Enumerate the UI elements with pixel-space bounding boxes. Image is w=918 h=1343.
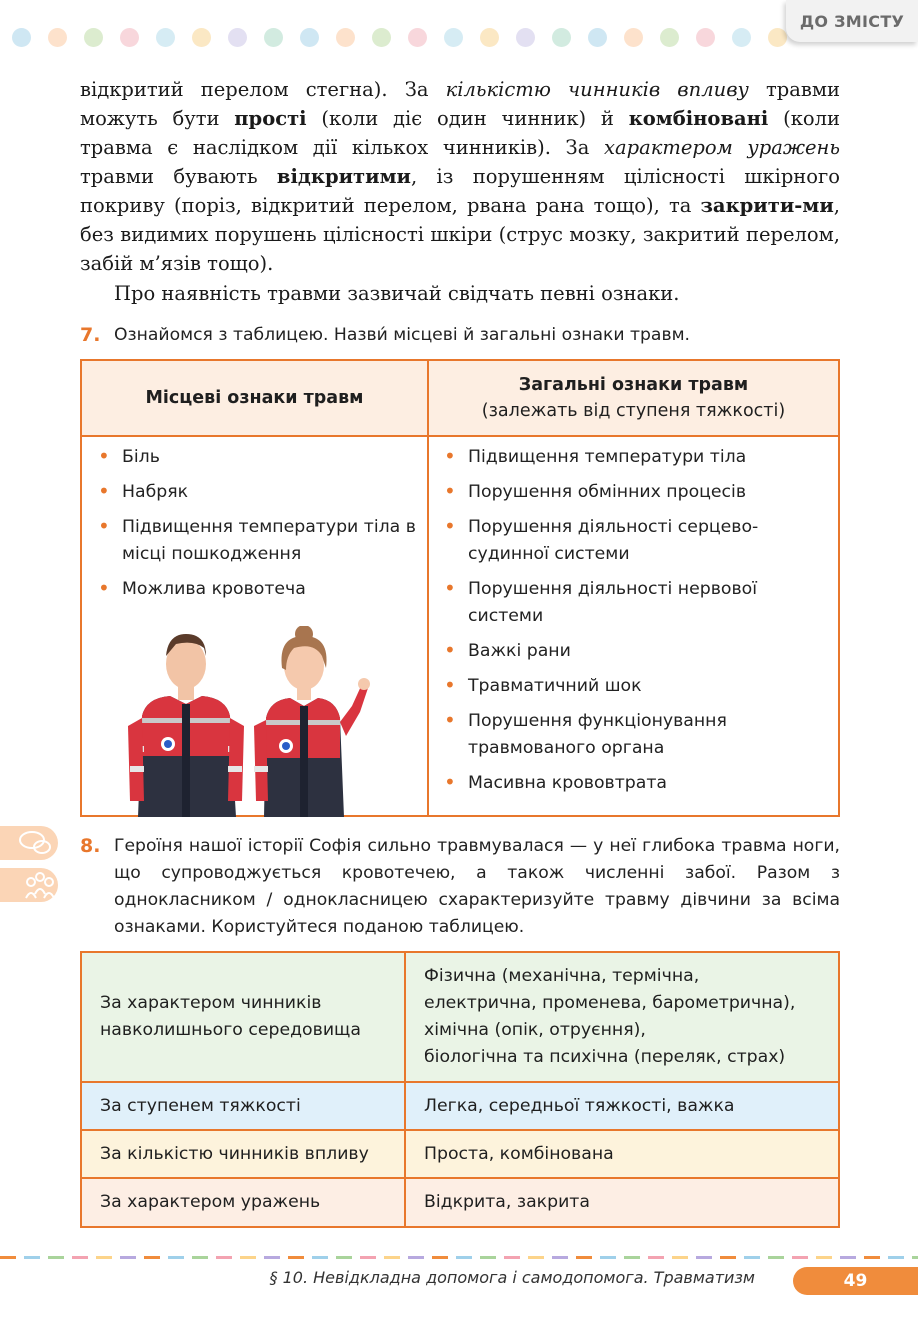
decorative-dot	[84, 28, 103, 47]
task-text: Героїня нашої історії Софія сильно травмувалася — у неї глибока травма ноги, що супроводжується кровотечею, а також численні забої. Разом з однокласником / однокласницею схарактеризуйте травму дівчини за всіма ознаками. Користуйтеся поданою таблицею.	[114, 836, 840, 937]
task-number: 8.	[80, 835, 101, 857]
decorative-dot	[480, 28, 499, 47]
group-icon	[0, 868, 58, 902]
decorative-dot	[228, 28, 247, 47]
decorative-dot	[696, 28, 715, 47]
decorative-dot	[624, 28, 643, 47]
decorative-dot	[768, 28, 787, 47]
decorative-dot	[588, 28, 607, 47]
list-item: • Можлива кровотеча	[98, 576, 306, 600]
paramedics-illustration	[124, 626, 374, 817]
list-item: • Біль	[98, 444, 160, 468]
decorative-dot	[48, 28, 67, 47]
decorative-dot	[516, 28, 535, 47]
list-item: • Порушення діяльності нервової системи	[444, 576, 758, 626]
decorative-dot	[336, 28, 355, 47]
task-text: Ознайомся з таблицею. Назви́ місцеві й загальні ознаки травм.	[114, 325, 691, 345]
table-row	[82, 953, 838, 1083]
column-header-general: Загальні ознаки травм (залежать від ступеня тяжкості)	[481, 375, 786, 421]
footer-divider	[0, 1256, 918, 1260]
body-paragraph: відкритий перелом стегна). За кількістю чинників впливу травми можуть бути прості (коли діє один чинник) й комбіновані (коли травма є наслідком дії кількох чинників). За характером уражень травми бувають відкритими, із порушенням цілісності шкірного покриву (поріз, відкритий перелом, рвана рана тощо), та закрити-ми, без видимих порушень цілісності шкіри (струс мозку, закритий перелом, забій м’язів тощо).	[80, 78, 841, 275]
table-row	[82, 1083, 838, 1131]
decorative-dot	[264, 28, 283, 47]
decorative-dot	[552, 28, 571, 47]
general-signs-list	[444, 444, 834, 805]
decorative-dot	[660, 28, 679, 47]
trauma-characteristics-table	[80, 951, 840, 1228]
page-number: 49	[793, 1267, 918, 1295]
table-cell-label: За характером уражень	[82, 1179, 406, 1226]
decorative-dot	[192, 28, 211, 47]
decorative-dot	[300, 28, 319, 47]
body-paragraph-2: Про наявність травми зазвичай свідчать певні ознаки.	[114, 282, 680, 305]
list-item: • Масивна крововтрата	[444, 770, 668, 794]
list-item: • Важкі рани	[444, 638, 571, 662]
decorative-dot	[732, 28, 751, 47]
list-item: • Травматичний шок	[444, 673, 642, 697]
local-signs-list	[98, 444, 423, 611]
table-cell-label: За ступенем тяжкості	[82, 1083, 406, 1129]
list-item: • Порушення діяльності серцево-судинної системи	[444, 514, 759, 564]
signs-table	[80, 359, 840, 817]
table-cell-value: Легка, середньої тяжкості, важка	[406, 1083, 838, 1129]
task-8	[80, 833, 840, 941]
paramedic-woman	[254, 626, 370, 817]
decorative-dot	[444, 28, 463, 47]
decorative-dot	[408, 28, 427, 47]
table-row	[82, 1131, 838, 1179]
table-cell-value: Фізична (механічна, термічна, електрична, променева, барометрична), хімічна (опік, отруєння), біологічна та психічна (переляк, страх)	[406, 953, 838, 1081]
list-item: • Порушення функціонування травмованого органа	[444, 708, 727, 758]
list-item: • Порушення обмінних процесів	[444, 479, 747, 503]
table-cell-label: За кількістю чинників впливу	[82, 1131, 406, 1177]
paramedic-man	[128, 634, 244, 817]
toc-button[interactable]: ДО ЗМІСТУ	[786, 0, 918, 42]
column-header-local: Місцеві ознаки травм	[145, 388, 364, 408]
list-item: • Підвищення температури тіла в місці пошкодження	[98, 514, 416, 564]
task-7	[80, 322, 840, 349]
table-row	[82, 1179, 838, 1226]
speech-bubbles-icon	[0, 826, 58, 860]
decorative-dots	[12, 28, 772, 50]
decorative-dot	[120, 28, 139, 47]
decorative-dot	[372, 28, 391, 47]
table-cell-label: За характером чинників навколишнього середовища	[82, 953, 406, 1081]
table-cell-value: Проста, комбінована	[406, 1131, 838, 1177]
list-item: • Набряк	[98, 479, 189, 503]
list-item: • Підвищення температури тіла	[444, 444, 747, 468]
decorative-dot	[12, 28, 31, 47]
decorative-dot	[156, 28, 175, 47]
task-number: 7.	[80, 324, 101, 346]
table-cell-value: Відкрита, закрита	[406, 1179, 838, 1226]
chapter-title: § 10. Невідкладна допомога і самодопомога. Травматизм	[269, 1268, 755, 1287]
